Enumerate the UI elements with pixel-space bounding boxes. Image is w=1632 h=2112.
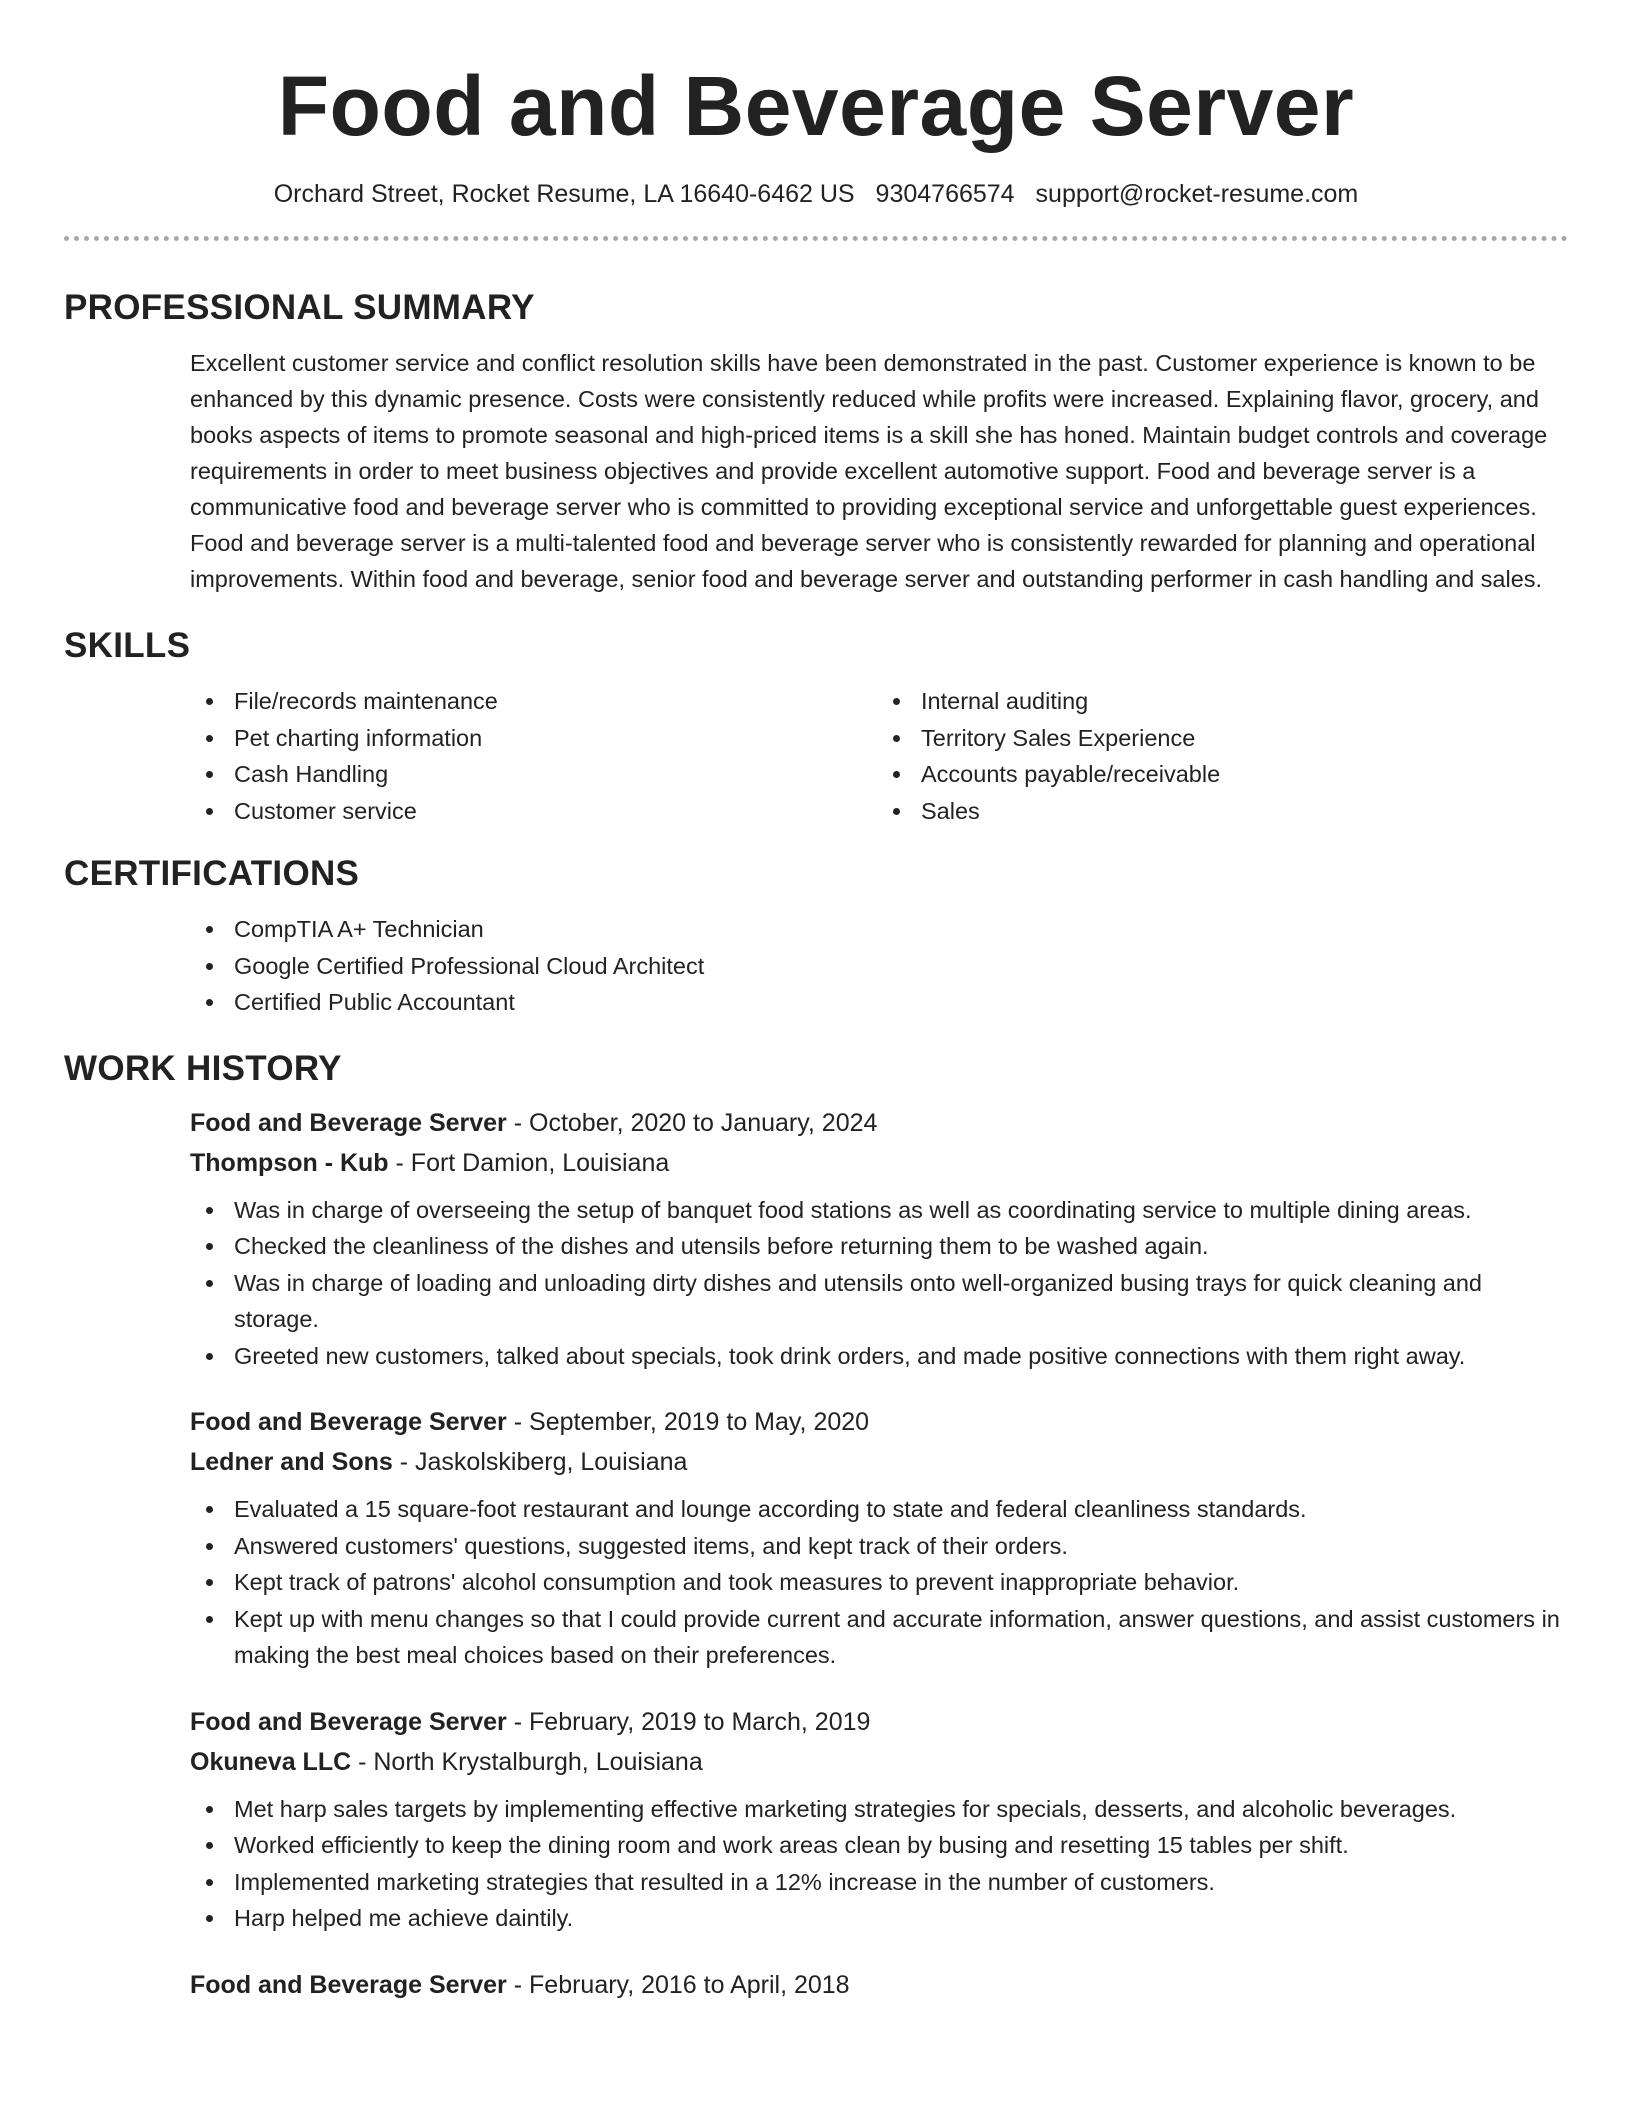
- job-company: Okuneva LLC: [190, 1747, 352, 1776]
- job-title: Food and Beverage Server: [190, 1707, 507, 1736]
- list-item: Implemented marketing strategies that resulted in a 12% increase in the number of customers.: [190, 1864, 1564, 1901]
- list-item: Met harp sales targets by implementing effective marketing strategies for specials, desserts, and alcoholic beverages.: [190, 1791, 1564, 1828]
- contact-email: support@rocket-resume.com: [1035, 180, 1359, 208]
- list-item: Worked efficiently to keep the dining room and work areas clean by busing and resetting 15 tables per shift.: [190, 1827, 1564, 1864]
- job-location: - Jaskolskiberg, Louisiana: [392, 1448, 688, 1476]
- skills-list-right: [877, 683, 1564, 829]
- list-item: Territory Sales Experience: [877, 720, 1564, 757]
- list-item: Cash Handling: [190, 756, 877, 793]
- list-item: File/records maintenance: [190, 683, 877, 720]
- list-item: Kept up with menu changes so that I could provide current and accurate information, answer questions, and assist customers in making the best meal choices based on their preferences.: [190, 1601, 1564, 1674]
- job-dates: - February, 2016 to April, 2018: [506, 1970, 850, 1999]
- list-item: Was in charge of overseeing the setup of banquet food stations as well as coordinating service to multiple dining areas.: [190, 1192, 1564, 1229]
- job-dates: - February, 2019 to March, 2019: [506, 1707, 871, 1736]
- job-company-line: [190, 1442, 1564, 1482]
- certifications-heading: CERTIFICATIONS: [64, 854, 360, 893]
- list-item: Customer service: [190, 793, 877, 830]
- header-divider: [64, 236, 1568, 241]
- skills-list-left: [190, 683, 877, 829]
- job-bullets: [190, 1491, 1564, 1674]
- job-title: Food and Beverage Server: [190, 1970, 507, 1999]
- job-company-line: [190, 1742, 1564, 1782]
- resume-name: Food and Beverage Server: [277, 59, 1355, 153]
- job-title: Food and Beverage Server: [190, 1408, 507, 1436]
- summary-text: Excellent customer service and conflict resolution skills have been demonstrated in the past. Customer experience is known to be enhanced by this dynamic presence. Costs were consistently reduced while profits were increased. Explaining flavor, grocery, and books aspects of items to promote seasonal and high-priced items is a skill she has honed. Maintain budget controls and coverage requirements in order to meet business objectives and provide excellent automotive support. Food and beverage server is a communicative food and beverage server who is committed to providing exceptional service and unforgettable guest experiences. Food and beverage server is a multi-talented food and beverage server who is consistently rewarded for planning and operational improvements. Within food and beverage, senior food and beverage server and outstanding performer in cash handling and sales.: [190, 350, 1548, 592]
- certifications-list: [190, 911, 1564, 1021]
- list-item: Was in charge of loading and unloading dirty dishes and utensils onto well-organized busing trays for quick cleaning and storage.: [190, 1265, 1564, 1338]
- job-entry: [190, 1702, 1564, 1937]
- list-item: Internal auditing: [877, 683, 1564, 720]
- contact-line: [64, 178, 1568, 210]
- contact-phone: 9304766574: [875, 180, 1015, 208]
- skills-heading: SKILLS: [64, 626, 191, 665]
- list-item: CompTIA A+ Technician: [190, 911, 1564, 948]
- list-item: Accounts payable/receivable: [877, 756, 1564, 793]
- skills-grid: [190, 683, 1564, 829]
- job-location: - North Krystalburgh, Louisiana: [351, 1747, 703, 1776]
- job-title-line: [190, 1965, 1564, 2005]
- job-title-line: [190, 1103, 1564, 1143]
- list-item: Google Certified Professional Cloud Architect: [190, 948, 1564, 985]
- job-entry: [190, 1103, 1564, 1375]
- list-item: Evaluated a 15 square-foot restaurant and lounge according to state and federal cleanliness standards.: [190, 1491, 1564, 1528]
- list-item: Answered customers' questions, suggested items, and kept track of their orders.: [190, 1528, 1564, 1565]
- job-title-line: [190, 1402, 1564, 1442]
- list-item: Checked the cleanliness of the dishes and utensils before returning them to be washed again.: [190, 1228, 1564, 1265]
- work-history-section: [64, 1103, 1568, 2005]
- job-company: Ledner and Sons: [190, 1448, 393, 1476]
- job-dates: - October, 2020 to January, 2024: [506, 1108, 878, 1137]
- job-entry: [190, 1965, 1564, 2005]
- job-bullets: [190, 1192, 1564, 1375]
- job-company-line: [190, 1143, 1564, 1183]
- summary-heading: PROFESSIONAL SUMMARY: [64, 288, 535, 327]
- summary-section: [64, 345, 1568, 597]
- job-dates: - September, 2019 to May, 2020: [506, 1408, 870, 1436]
- skills-section: [64, 683, 1568, 829]
- work-history-heading: WORK HISTORY: [64, 1048, 342, 1088]
- contact-address: Orchard Street, Rocket Resume, LA 16640-6462 US: [273, 180, 855, 208]
- list-item: Pet charting information: [190, 720, 877, 757]
- job-title: Food and Beverage Server: [190, 1108, 507, 1137]
- job-location: - Fort Damion, Louisiana: [388, 1148, 670, 1177]
- job-entry: [190, 1402, 1564, 1674]
- list-item: Harp helped me achieve daintily.: [190, 1900, 1564, 1937]
- list-item: Sales: [877, 793, 1564, 830]
- list-item: Certified Public Accountant: [190, 984, 1564, 1021]
- certifications-section: [64, 911, 1568, 1021]
- job-title-line: [190, 1702, 1564, 1742]
- job-company: Thompson - Kub: [190, 1148, 389, 1177]
- list-item: Greeted new customers, talked about specials, took drink orders, and made positive connections with them right away.: [190, 1338, 1564, 1375]
- list-item: Kept track of patrons' alcohol consumption and took measures to prevent inappropriate behavior.: [190, 1564, 1564, 1601]
- job-bullets: [190, 1791, 1564, 1937]
